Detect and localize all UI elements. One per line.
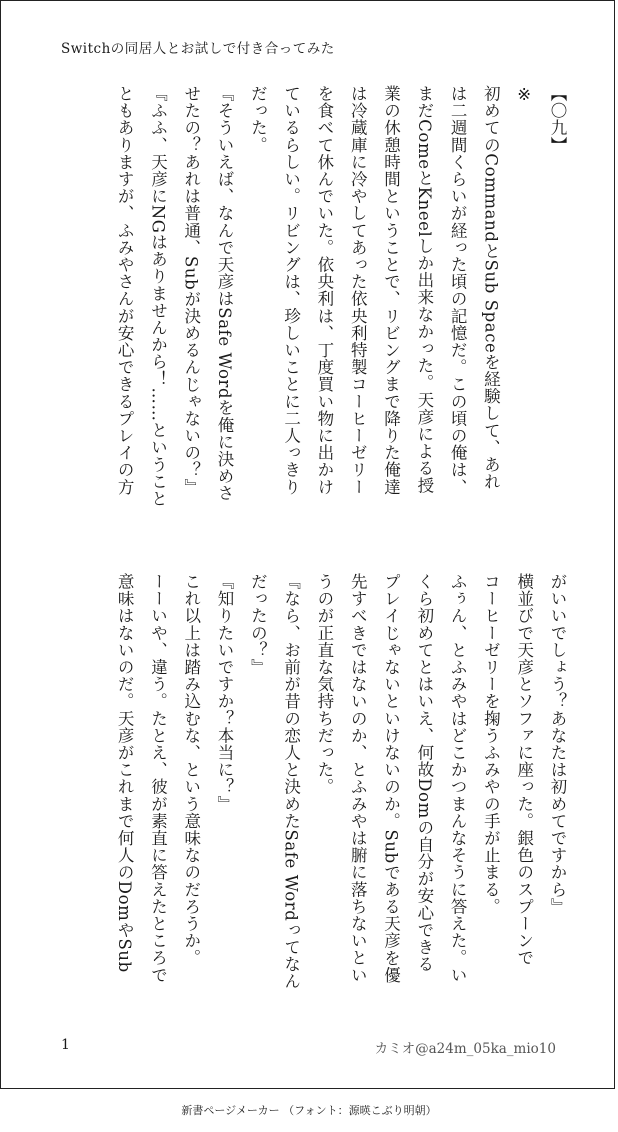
text-line: 初めてのCommandとSub Spaceを経験して、あれ <box>481 85 501 491</box>
text-line: を食べて休んでいた。依央利は、丁度買い物に出かけ <box>314 85 334 496</box>
text-line: ※ <box>514 85 534 105</box>
text-line: 【〇九】 <box>548 85 567 154</box>
text-line: 横並びで天彦とソファに座った。銀色のスプーンで <box>514 573 534 967</box>
text-line: うのが正直な気持ちだった。 <box>314 573 334 796</box>
text-line: ともありますが、ふみやさんが安心できるプレイの方 <box>115 85 135 496</box>
page-number: 1 <box>61 1037 70 1053</box>
running-header: Switchの同居人とお試しで付き合ってみた <box>61 41 335 57</box>
text-line: 業の休憩時間ということで、リビングまで降りた俺達 <box>381 85 401 496</box>
lower-text-column <box>54 573 574 1008</box>
text-line: だったの？』 <box>248 573 268 676</box>
text-line: 『なら、お前が昔の恋人と決めたSafe Wordってなん <box>281 573 301 990</box>
text-line: プレイじゃないといけないのか。Subである天彦を優 <box>381 573 401 984</box>
text-line: 『ふふ、天彦にNGはありませんから！……ということ <box>148 85 168 508</box>
text-line: ーーいや、違う。たとえ、彼が素直に答えたところで <box>148 573 168 984</box>
text-line: せたの？あれは普通、Subが決めるんじゃないの？』 <box>181 85 201 496</box>
text-line: 『そういえば、なんで天彦はSafe Wordを俺に決めさ <box>215 85 235 502</box>
text-line: ているらしい。リビングは、珍しいことに二人っきり <box>281 85 301 496</box>
text-line: コーヒーゼリーを掬うふみやの手が止まる。 <box>481 573 501 915</box>
text-line: 意味はないのだ。天彦がこれまで何人のDomやSub <box>115 573 135 973</box>
text-line: くら初めてとはいえ、何故Domの自分が安心できる <box>414 573 434 973</box>
text-line: 先すべきではないのか、とふみやは腑に落ちないとい <box>348 573 368 984</box>
text-line: は二週間くらいが経った頃の記憶だ。この頃の俺は、 <box>448 85 468 496</box>
text-line: がいいでしょう？あなたは初めてですから』 <box>548 573 567 915</box>
upper-text-column <box>54 85 574 520</box>
text-line: だった。 <box>248 85 268 154</box>
text-line: ふぅん、とふみやはどこかつまんなそうに答えた。い <box>448 573 468 984</box>
text-line: まだComeとKneelしか出来なかった。天彦による授 <box>414 85 434 494</box>
text-line: これ以上は踏み込むな、という意味なのだろうか。 <box>181 573 201 967</box>
text-line: 『知りたいですか？本当に？』 <box>215 573 235 813</box>
text-line: は冷蔵庫に冷やしてあった依央利特製コーヒーゼリー <box>348 85 368 496</box>
tool-caption: 新書ページメーカー （フォント：源暎こぶり明朝） <box>181 1104 437 1117</box>
author-handle: カミオ@a24m_05ka_mio10 <box>374 1041 556 1057</box>
